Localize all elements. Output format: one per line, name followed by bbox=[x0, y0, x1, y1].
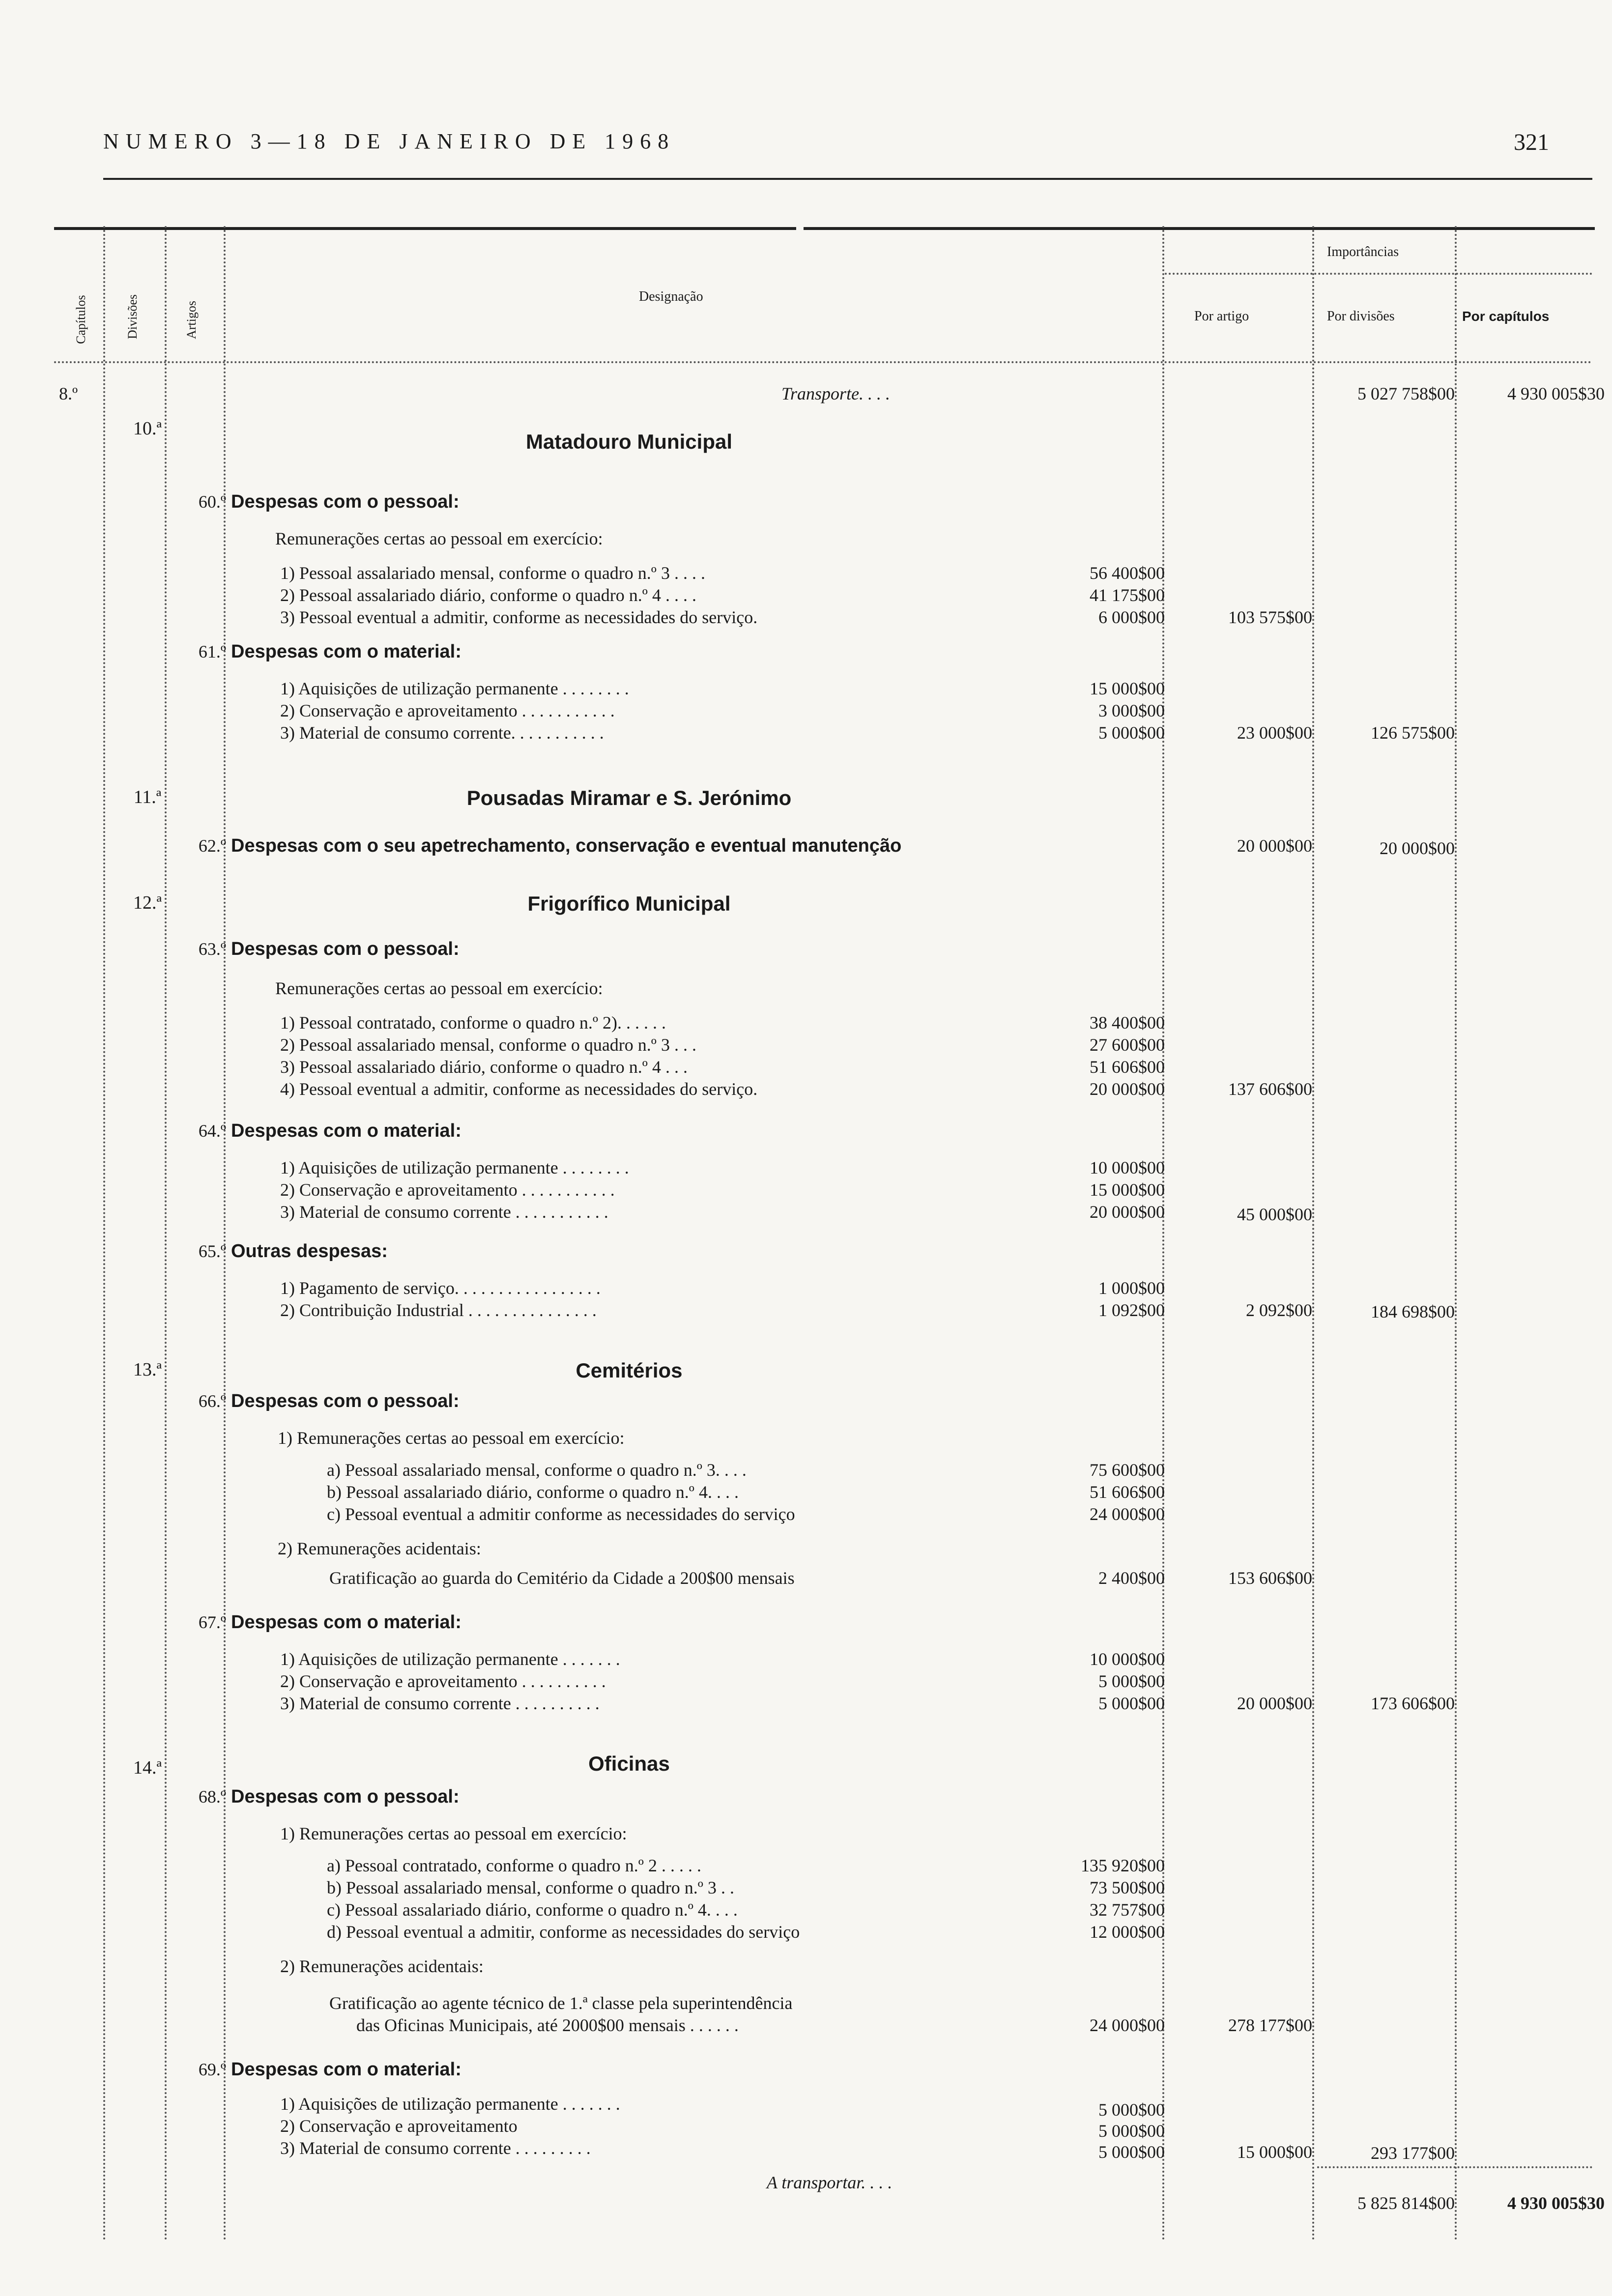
expense-amount: 38 400$00 bbox=[1090, 1013, 1165, 1033]
expense-amount: 10 000$00 bbox=[1090, 1649, 1165, 1669]
col-rule-capitulos bbox=[103, 226, 105, 2242]
expense-amount: 2 400$00 bbox=[1098, 1568, 1165, 1588]
a-transportar-label: A transportar. . . . bbox=[767, 2173, 892, 2192]
article-number: 65.º bbox=[198, 1241, 226, 1261]
expense-amount: 56 400$00 bbox=[1090, 563, 1165, 583]
division-total: 20 000$00 bbox=[1380, 838, 1455, 858]
expense-line: 3) Material de consumo corrente . . . . . . . . . . bbox=[280, 1693, 600, 1713]
division-total: 173 606$00 bbox=[1371, 1693, 1455, 1713]
expense-amount: 24 000$00 bbox=[1090, 1504, 1165, 1524]
division-title: Oficinas bbox=[588, 1752, 670, 1775]
col-header-capitulos: Capítulos bbox=[74, 295, 88, 344]
expense-amount: 15 000$00 bbox=[1090, 679, 1165, 698]
article-total: 103 575$00 bbox=[1228, 607, 1312, 627]
expense-line: das Oficinas Municipais, até 2000$00 mensais . . . . . . bbox=[356, 2015, 739, 2035]
col-header-divisoes: Divisões bbox=[125, 294, 140, 339]
expense-line: 3) Pessoal eventual a admitir, conforme as necessidades do serviço. bbox=[280, 607, 758, 627]
article-title: Despesas com o pessoal: bbox=[231, 491, 460, 512]
expense-line: 2) Pessoal assalariado mensal, conforme o quadro n.º 3 . . . bbox=[280, 1035, 696, 1055]
capitulo-number: 8.º bbox=[59, 384, 78, 403]
expense-amount: 135 920$00 bbox=[1081, 1856, 1165, 1875]
division-number: 10.ª bbox=[133, 418, 162, 439]
col-rule-divisoes bbox=[165, 226, 167, 2242]
article-title: Despesas com o material: bbox=[231, 641, 461, 662]
col-header-importancias: Importâncias bbox=[1327, 244, 1399, 259]
article-total: 20 000$00 bbox=[1237, 1693, 1312, 1713]
expense-line: d) Pessoal eventual a admitir, conforme as necessidades do serviço bbox=[327, 1922, 800, 1942]
header-rule bbox=[103, 178, 1592, 180]
article-total: 23 000$00 bbox=[1237, 723, 1312, 743]
division-total: 126 575$00 bbox=[1371, 723, 1455, 743]
expense-line: Gratificação ao agente técnico de 1.ª classe pela superintendência bbox=[329, 1993, 793, 2013]
expense-line: Gratificação ao guarda do Cemitério da Cidade a 200$00 mensais bbox=[329, 1568, 795, 1588]
transporte-por-capitulos: 4 930 005$30 bbox=[1507, 384, 1605, 403]
table-header-rule bbox=[54, 361, 1592, 363]
expense-line: a) Pessoal contratado, conforme o quadro n.º 2 . . . . . bbox=[327, 1856, 701, 1875]
article-title: Outras despesas: bbox=[231, 1241, 388, 1262]
expense-line: 1) Pessoal contratado, conforme o quadro n.º 2). . . . . . bbox=[280, 1013, 666, 1033]
article-total: 153 606$00 bbox=[1228, 1568, 1312, 1588]
article-number: 67.º bbox=[198, 1612, 226, 1632]
expense-line: 2) Conservação e aproveitamento . . . . . . . . . . . bbox=[280, 701, 615, 720]
article-title: Despesas com o material: bbox=[231, 1612, 461, 1633]
article-subgroup: 2) Remunerações acidentais: bbox=[278, 1539, 481, 1558]
expense-amount: 12 000$00 bbox=[1090, 1922, 1165, 1942]
col-rule-por-capitulos bbox=[1455, 226, 1457, 2242]
article-total: 45 000$00 bbox=[1237, 1205, 1312, 1224]
article-number: 64.º bbox=[198, 1121, 226, 1141]
col-header-designacao: Designação bbox=[639, 289, 703, 304]
expense-amount: 1 092$00 bbox=[1098, 1300, 1165, 1320]
expense-amount: 5 000$00 bbox=[1098, 2142, 1165, 2162]
expense-amount: 6 000$00 bbox=[1098, 607, 1165, 627]
importancias-subrule bbox=[1165, 273, 1592, 275]
article-number: 69.º bbox=[198, 2060, 226, 2079]
expense-amount: 5 000$00 bbox=[1098, 1671, 1165, 1691]
expense-amount: 5 000$00 bbox=[1098, 2121, 1165, 2141]
article-number: 61.º bbox=[198, 642, 226, 661]
page-number: 321 bbox=[1514, 129, 1549, 155]
article-total: 137 606$00 bbox=[1228, 1079, 1312, 1099]
division-title: Pousadas Miramar e S. Jerónimo bbox=[466, 786, 792, 809]
expense-amount: 27 600$00 bbox=[1090, 1035, 1165, 1055]
division-title: Cemitérios bbox=[576, 1359, 683, 1382]
expense-line: 1) Aquisições de utilização permanente . . . . . . . bbox=[280, 1649, 620, 1669]
division-total: 184 698$00 bbox=[1371, 1302, 1455, 1321]
expense-line: 2) Contribuição Industrial . . . . . . . . . . . . . . . bbox=[280, 1300, 597, 1320]
col-header-por-capitulos: Por capítulos bbox=[1462, 309, 1550, 324]
col-rule-por-divisoes bbox=[1312, 226, 1314, 2242]
division-total: 293 177$00 bbox=[1371, 2143, 1455, 2163]
expense-amount: 1 000$00 bbox=[1098, 1278, 1165, 1298]
article-total: 278 177$00 bbox=[1228, 2015, 1312, 2035]
division-number: 14.ª bbox=[133, 1757, 162, 1778]
expense-line: c) Pessoal assalariado diário, conforme o quadro n.º 4. . . . bbox=[327, 1900, 738, 1920]
article-subtitle: Remunerações certas ao pessoal em exercício: bbox=[275, 529, 603, 548]
expense-line: c) Pessoal eventual a admitir conforme as necessidades do serviço bbox=[327, 1504, 795, 1524]
expense-line: 1) Pessoal assalariado mensal, conforme o quadro n.º 3 . . . . bbox=[280, 563, 705, 583]
expense-line: 1) Aquisições de utilização permanente . . . . . . . . bbox=[280, 679, 629, 698]
article-number: 63.º bbox=[198, 939, 226, 959]
col-header-por-divisoes: Por divisões bbox=[1327, 309, 1395, 324]
division-number: 12.ª bbox=[133, 892, 162, 913]
expense-amount: 51 606$00 bbox=[1090, 1482, 1165, 1502]
table-top-rule-right bbox=[804, 227, 1595, 230]
expense-line: 2) Pessoal assalariado diário, conforme o quadro n.º 4 . . . . bbox=[280, 585, 696, 605]
expense-amount: 32 757$00 bbox=[1090, 1900, 1165, 1920]
article-title: Despesas com o material: bbox=[231, 1120, 461, 1141]
expense-amount: 5 000$00 bbox=[1098, 2100, 1165, 2120]
expense-amount: 24 000$00 bbox=[1090, 2015, 1165, 2035]
expense-amount: 20 000$00 bbox=[1090, 1202, 1165, 1222]
article-total: 20 000$00 bbox=[1237, 836, 1312, 856]
expense-amount: 10 000$00 bbox=[1090, 1158, 1165, 1177]
division-number: 13.ª bbox=[133, 1359, 162, 1380]
a-transportar-por-divisoes: 5 825 814$00 bbox=[1357, 2193, 1455, 2213]
expense-line: 1) Pagamento de serviço. . . . . . . . . . . . . . . . . bbox=[280, 1278, 601, 1298]
expense-line: 2) Conservação e aproveitamento . . . . . . . . . . bbox=[280, 1671, 606, 1691]
transporte-por-divisoes: 5 027 758$00 bbox=[1357, 384, 1455, 403]
article-title: Despesas com o pessoal: bbox=[231, 939, 460, 959]
expense-amount: 75 600$00 bbox=[1090, 1460, 1165, 1480]
expense-line: 3) Material de consumo corrente . . . . . . . . . . . bbox=[280, 1202, 608, 1222]
article-number: 60.º bbox=[198, 492, 226, 512]
division-title: Matadouro Municipal bbox=[526, 430, 732, 453]
a-transportar-por-capitulos: 4 930 005$30 bbox=[1507, 2193, 1605, 2213]
expense-line: 4) Pessoal eventual a admitir, conforme as necessidades do serviço. bbox=[280, 1079, 758, 1099]
expense-line: b) Pessoal assalariado diário, conforme o quadro n.º 4. . . . bbox=[327, 1482, 739, 1502]
article-title: Despesas com o material: bbox=[231, 2059, 461, 2080]
article-subgroup: 1) Remunerações certas ao pessoal em exercício: bbox=[278, 1428, 625, 1448]
expense-amount: 3 000$00 bbox=[1098, 701, 1165, 720]
transporte-label: Transporte. . . . bbox=[781, 384, 891, 403]
article-subgroup: 2) Remunerações acidentais: bbox=[280, 1956, 484, 1976]
article-number: 68.º bbox=[198, 1787, 226, 1807]
expense-line: 3) Material de consumo corrente . . . . . . . . . bbox=[280, 2138, 591, 2158]
page-running-title: NUMERO 3—18 DE JANEIRO DE 1968 bbox=[103, 129, 676, 153]
expense-line: 1) Aquisições de utilização permanente . . . . . . . bbox=[280, 2094, 620, 2114]
expense-amount: 41 175$00 bbox=[1090, 585, 1165, 605]
article-number: 66.º bbox=[198, 1391, 226, 1411]
article-number: 62.º bbox=[198, 836, 226, 856]
expense-line: b) Pessoal assalariado mensal, conforme o quadro n.º 3 . . bbox=[327, 1878, 734, 1897]
expense-line: 1) Aquisições de utilização permanente . . . . . . . . bbox=[280, 1158, 629, 1177]
article-title: Despesas com o pessoal: bbox=[231, 1391, 460, 1411]
expense-line: 3) Material de consumo corrente. . . . . . . . . . . bbox=[280, 723, 604, 743]
article-subtitle: Remunerações certas ao pessoal em exercício: bbox=[275, 978, 603, 998]
transport-total-rule bbox=[1317, 2166, 1592, 2168]
col-header-artigos: Artigos bbox=[184, 301, 199, 339]
article-total: 15 000$00 bbox=[1237, 2142, 1312, 2162]
expense-line: 2) Conservação e aproveitamento . . . . . . . . . . . bbox=[280, 1180, 615, 1200]
article-subgroup: 1) Remunerações certas ao pessoal em exercício: bbox=[280, 1824, 627, 1843]
division-title: Frigorífico Municipal bbox=[527, 892, 731, 915]
expense-amount: 73 500$00 bbox=[1090, 1878, 1165, 1897]
article-total: 2 092$00 bbox=[1246, 1300, 1312, 1320]
expense-amount: 5 000$00 bbox=[1098, 723, 1165, 743]
article-title: Despesas com o seu apetrechamento, conservação e eventual manutenção bbox=[231, 835, 902, 856]
expense-amount: 5 000$00 bbox=[1098, 1693, 1165, 1713]
col-rule-artigos bbox=[224, 226, 226, 2242]
expense-line: a) Pessoal assalariado mensal, conforme o quadro n.º 3. . . . bbox=[327, 1460, 747, 1480]
expense-amount: 20 000$00 bbox=[1090, 1079, 1165, 1099]
expense-line: 3) Pessoal assalariado diário, conforme o quadro n.º 4 . . . bbox=[280, 1057, 688, 1077]
expense-line: 2) Conservação e aproveitamento bbox=[280, 2116, 518, 2136]
col-header-por-artigo: Por artigo bbox=[1194, 309, 1249, 324]
article-title: Despesas com o pessoal: bbox=[231, 1786, 460, 1807]
expense-amount: 51 606$00 bbox=[1090, 1057, 1165, 1077]
division-number: 11.ª bbox=[133, 787, 162, 807]
expense-amount: 15 000$00 bbox=[1090, 1180, 1165, 1200]
